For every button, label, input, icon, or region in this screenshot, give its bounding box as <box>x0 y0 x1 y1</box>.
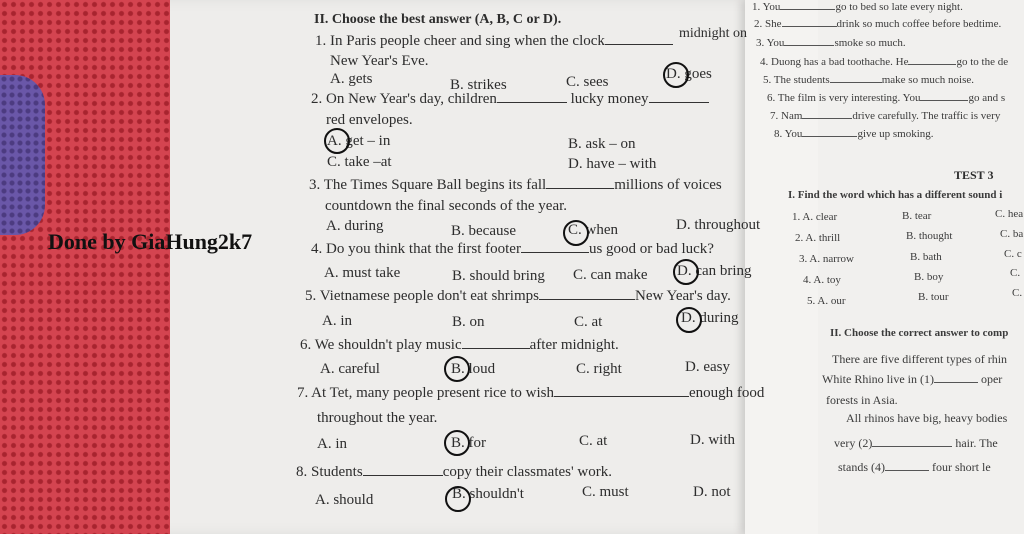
q6-option-b: B. loud <box>451 361 496 377</box>
test3-title: TEST 3 <box>954 168 994 182</box>
q4-option-a: A. must take <box>324 265 401 281</box>
q3-stem: 3. The Times Square Ball begins its fall millions of voices <box>309 177 722 193</box>
q7-option-c: C. at <box>579 433 608 449</box>
q6-option-d: D. easy <box>685 359 730 375</box>
q4-option-b: B. should bring <box>452 268 545 284</box>
q8-option-b: B. shouldn't <box>452 486 524 502</box>
q2-stem: 2. On New Year's day, children lucky money <box>311 92 709 107</box>
test3-row1-a: 1. A. clear <box>792 211 838 223</box>
right-line-4: 4. Duong has a bad toothache. He go to the de <box>760 56 1009 68</box>
answer-circle-q1 <box>663 62 689 88</box>
q4-option-c: C. can make <box>573 267 648 283</box>
passage-line-5: very (2) hair. The <box>834 436 998 450</box>
test3-row5-a: 5. A. our <box>807 295 846 307</box>
q3-option-b: B. because <box>451 223 516 239</box>
q2-option-c: C. take –at <box>327 154 392 170</box>
right-line-2: 2. She drink so much coffee before bedtime. <box>754 18 1002 30</box>
q1-option-d: D. goes <box>666 66 712 82</box>
answer-circle-q8 <box>445 486 471 512</box>
q3-line2: countdown the final seconds of the year. <box>325 198 568 214</box>
test3-row5-c: C. <box>1012 287 1023 299</box>
test3-row1-c: C. hea <box>995 208 1024 220</box>
right-line-6: 6. The film is very interesting. You go and s <box>767 92 1006 104</box>
test3-part2-heading: II. Choose the correct answer to comp <box>830 327 1009 339</box>
test3-row4-b: B. boy <box>914 271 944 283</box>
test3-part1-heading: I. Find the word which has a different sound i <box>788 189 1003 201</box>
q5-stem: 5. Vietnamese people don't eat shrimps New Year's day. <box>305 288 731 304</box>
q8-stem: 8. Students copy their classmates' work. <box>296 464 613 480</box>
q4-option-d: D. can bring <box>677 263 752 279</box>
test3-row1-b: B. tear <box>902 210 932 222</box>
q1-option-c: C. sees <box>566 74 609 90</box>
test3-row4-c: C. <box>1010 267 1021 279</box>
passage-line-4: All rhinos have big, heavy bodies <box>846 411 1008 425</box>
q6-option-a: A. careful <box>320 361 380 377</box>
q3-option-c: C. when <box>568 222 618 238</box>
q7-line2: throughout the year. <box>317 410 438 426</box>
right-line-7: 7. Nam drive carefully. The traffic is very <box>770 110 1001 122</box>
q1-stem: 1. In Paris people cheer and sing when the clock <box>315 34 673 49</box>
q8-option-a: A. should <box>315 492 374 508</box>
q2-line2: red envelopes. <box>326 112 413 128</box>
q3-option-d: D. throughout <box>676 217 761 233</box>
test3-row2-c: C. ba <box>1000 228 1024 240</box>
q2-option-a: A. get – in <box>327 133 391 149</box>
q5-option-b: B. on <box>452 314 485 330</box>
passage-line-1: There are five different types of rhin <box>832 352 1008 366</box>
right-line-3: 3. You smoke so much. <box>756 37 906 49</box>
q8-option-c: C. must <box>582 484 629 500</box>
test3-row3-a: 3. A. narrow <box>799 253 854 265</box>
test3-row3-b: B. bath <box>910 251 942 263</box>
q5-option-c: C. at <box>574 314 603 330</box>
q2-option-b: B. ask – on <box>568 136 636 152</box>
test3-row5-b: B. tour <box>918 291 949 303</box>
q1-option-b: B. strikes <box>450 77 507 93</box>
passage-line-6: stands (4) four short le <box>838 460 991 474</box>
q2-option-d: D. have – with <box>568 156 657 172</box>
answer-circle-q6 <box>444 356 470 382</box>
q8-option-d: D. not <box>693 484 731 500</box>
q1-option-a: A. gets <box>330 71 373 87</box>
right-line-8: 8. You give up smoking. <box>774 128 934 140</box>
q6-stem: 6. We shouldn't play music after midnight. <box>300 337 619 353</box>
signature-overlay: Done by GiaHung2k7 <box>48 229 253 254</box>
q1-tail: midnight on <box>679 26 748 41</box>
q7-option-a: A. in <box>317 436 347 452</box>
q1-line2: New Year's Eve. <box>330 53 429 69</box>
test3-row3-c: C. c <box>1004 248 1022 260</box>
test3-row2-b: B. thought <box>906 230 953 242</box>
q3-option-a: A. during <box>326 218 384 234</box>
q6-option-c: C. right <box>576 361 622 377</box>
passage-line-2: White Rhino live in (1) oper <box>822 372 1003 386</box>
q5-option-a: A. in <box>322 313 352 329</box>
q7-option-d: D. with <box>690 432 735 448</box>
test3-row4-a: 4. A. toy <box>803 274 841 286</box>
section-title: II. Choose the best answer (A, B, C or D). <box>314 12 562 27</box>
purple-mat-piece <box>0 75 45 235</box>
passage-line-3: forests in Asia. <box>826 393 898 407</box>
answer-circle-q2 <box>324 128 350 154</box>
q7-stem: 7. At Tet, many people present rice to wish enough food <box>297 385 765 401</box>
q5-option-d: D. during <box>681 310 739 326</box>
answer-circle-q5 <box>676 307 702 333</box>
q7-option-b: B. for <box>451 435 486 451</box>
q4-stem: 4. Do you think that the first footer us good or bad luck? <box>311 241 714 257</box>
right-line-1: 1. You go to bed so late every night. <box>752 1 963 13</box>
test3-row2-a: 2. A. thrill <box>795 232 841 244</box>
answer-circle-q7 <box>444 430 470 456</box>
right-line-5: 5. The students make so much noise. <box>763 74 974 86</box>
answer-circle-q4 <box>673 259 699 285</box>
